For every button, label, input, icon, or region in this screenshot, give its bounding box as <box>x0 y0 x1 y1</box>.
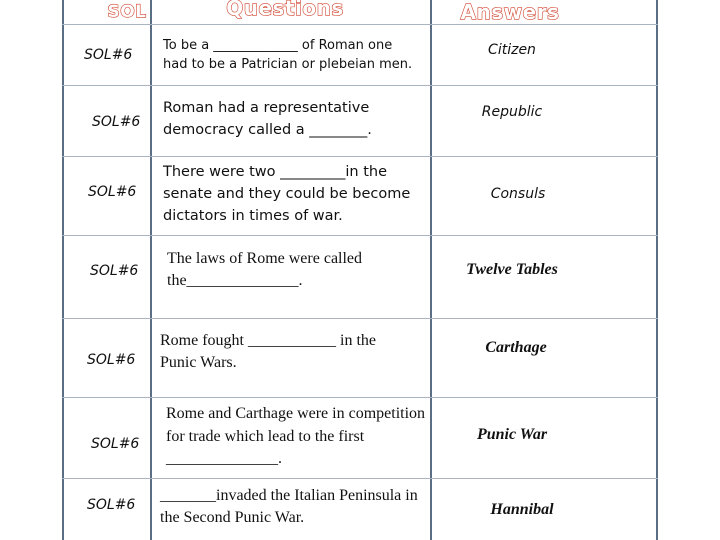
question-text: _______invaded the Italian Peninsula in the Second Punic War. <box>160 487 418 527</box>
answer-text: Punic War <box>476 426 548 443</box>
question-text: To be a _____________ of Roman one had to be a Patrician or plebeian men. <box>163 37 413 72</box>
answer-text: Carthage <box>485 339 547 356</box>
question-text: Rome fought ___________ in the Punic Wars. <box>160 332 376 372</box>
question-text: The laws of Rome were called the______________. <box>167 250 363 290</box>
question-text: Roman had a representative democracy called a ________. <box>163 100 372 138</box>
sol-label: SOL#6 <box>87 497 136 513</box>
answer-text: Hannibal <box>490 501 554 518</box>
header-questions: Questions <box>226 0 344 20</box>
answer-text: Consuls <box>490 186 546 202</box>
sol-label: SOL#6 <box>88 184 137 200</box>
question-text: Rome and Carthage were in competition for trade which lead to the first ______________. <box>166 405 426 468</box>
sol-label: SOL#6 <box>90 263 139 279</box>
answer-text: Twelve Tables <box>466 261 558 278</box>
sol-label: SOL#6 <box>87 352 136 368</box>
question-text: There were two _________in the senate and they could be become dictators in times of war. <box>163 164 411 224</box>
header-answers: Answers <box>460 0 560 24</box>
sol-label: SOL#6 <box>91 436 140 452</box>
sol-label: SOL#6 <box>84 46 133 63</box>
sol-label: SOL#6 <box>92 114 141 130</box>
header-sol: SOL <box>107 2 147 22</box>
answer-text: Citizen <box>488 42 536 58</box>
answer-text: Republic <box>481 104 543 120</box>
